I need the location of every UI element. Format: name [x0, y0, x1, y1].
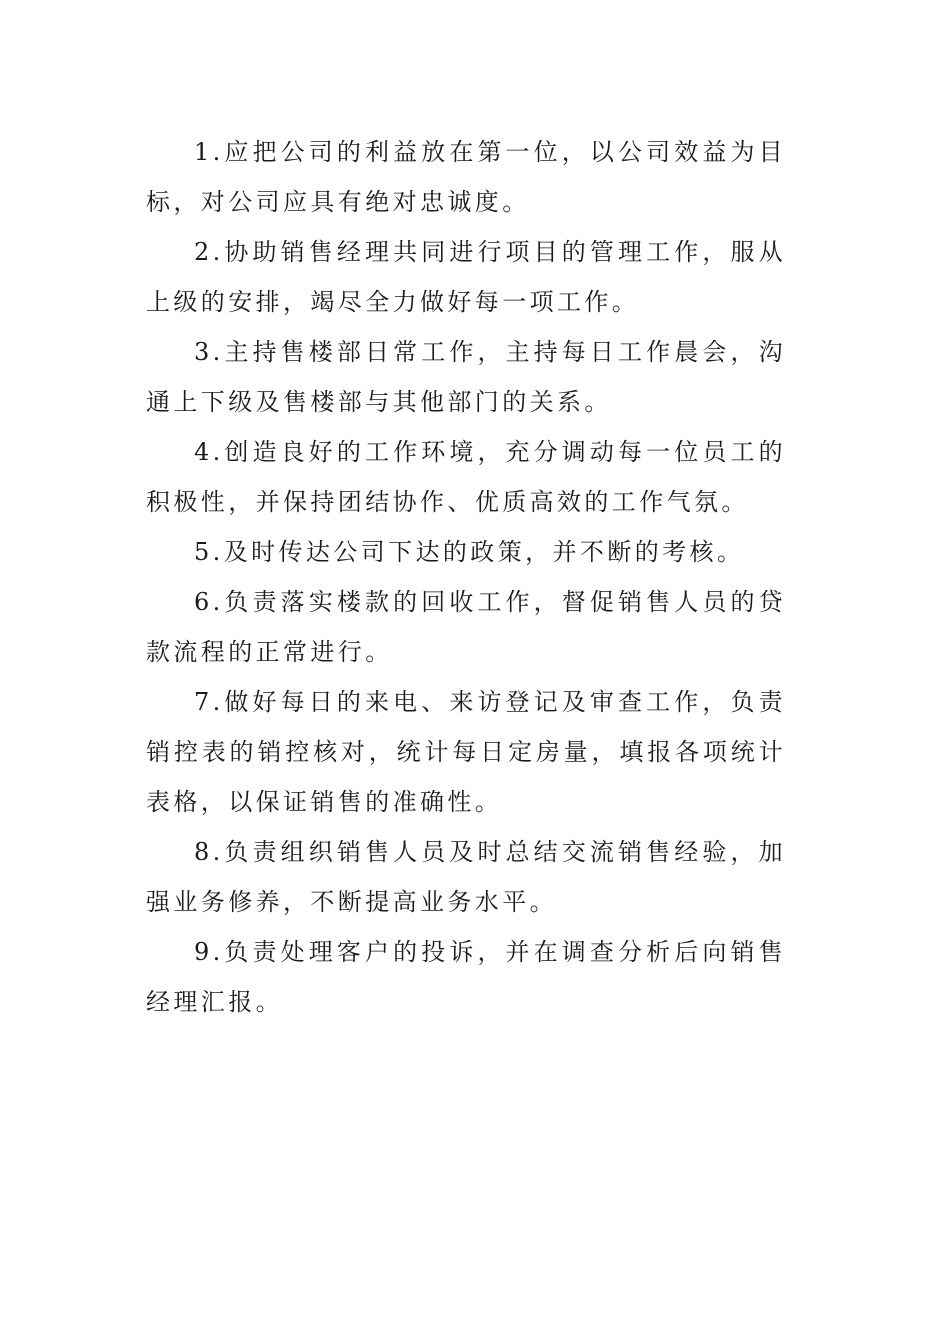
paragraph-3: 3.主持售楼部日常工作，主持每日工作晨会，沟通上下级及售楼部与其他部门的关系。	[146, 338, 786, 416]
paragraph-7: 7.做好每日的来电、来访登记及审查工作，负责销控表的销控核对，统计每日定房量，填报各项统计表格，以保证销售的准确性。	[146, 688, 786, 816]
paragraph-5: 5.及时传达公司下达的政策，并不断的考核。	[194, 538, 745, 566]
paragraph-4: 4.创造良好的工作环境，充分调动每一位员工的积极性，并保持团结协作、优质高效的工作气氛。	[146, 438, 786, 516]
paragraph-6: 6.负责落实楼款的回收工作，督促销售人员的贷款流程的正常进行。	[146, 588, 786, 666]
paragraph-2: 2.协助销售经理共同进行项目的管理工作，服从上级的安排，竭尽全力做好每一项工作。	[146, 238, 786, 316]
paragraph-8: 8.负责组织销售人员及时总结交流销售经验，加强业务修养，不断提高业务水平。	[146, 838, 786, 916]
paragraph-1: 1.应把公司的利益放在第一位，以公司效益为目标，对公司应具有绝对忠诚度。	[146, 138, 786, 216]
paragraph-9: 9.负责处理客户的投诉，并在调查分析后向销售经理汇报。	[146, 938, 786, 1016]
document-body	[146, 127, 786, 1027]
